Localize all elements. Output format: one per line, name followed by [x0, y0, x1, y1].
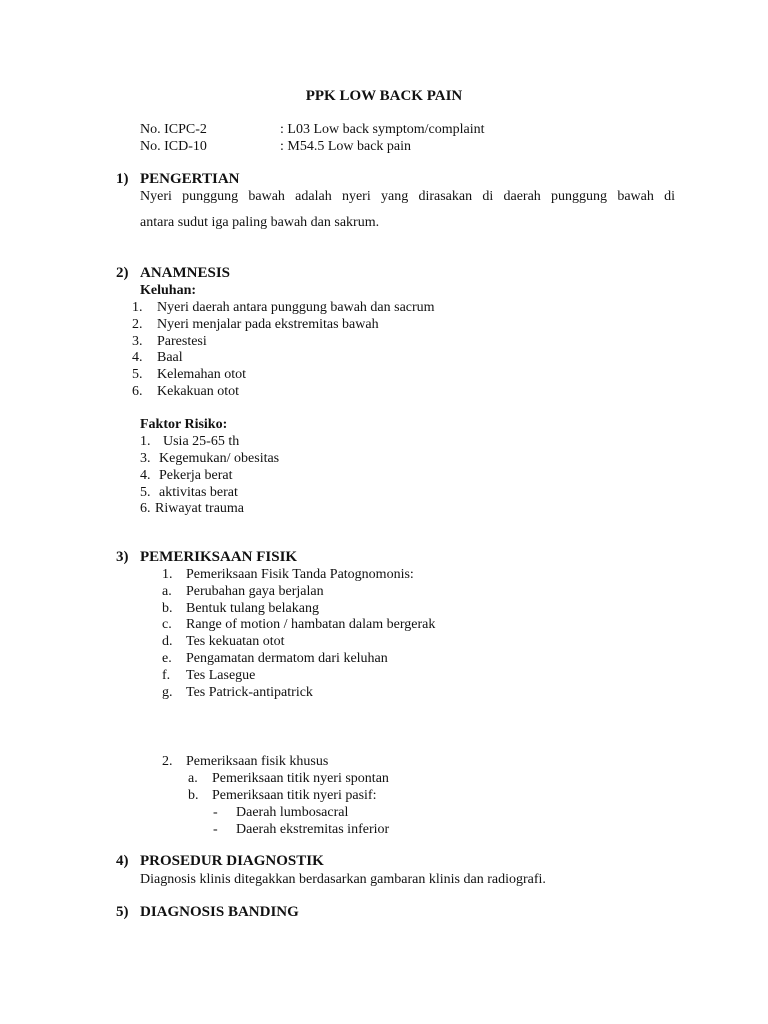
faktor-number: 4. — [140, 468, 151, 483]
faktor-item: Pekerja berat — [159, 468, 233, 483]
pemeriksaan-letter: f. — [162, 668, 171, 683]
pemeriksaan-item: Bentuk tulang belakang — [186, 601, 319, 616]
keluhan-label: Keluhan: — [140, 283, 197, 298]
pemeriksaan-khusus-item: Pemeriksaan titik nyeri spontan — [212, 771, 389, 786]
pemeriksaan-sub-title: Pemeriksaan Fisik Tanda Patognomonis: — [186, 567, 414, 582]
pemeriksaan-item: Tes kekuatan otot — [186, 634, 285, 649]
keluhan-item: Parestesi — [157, 334, 207, 349]
faktor-item: Kegemukan/ obesitas — [159, 451, 280, 466]
faktor-risiko-label: Faktor Risiko: — [140, 417, 228, 432]
pemeriksaan-khusus-letter: b. — [188, 788, 199, 803]
section-3-number: 3) — [116, 549, 129, 565]
section-4-heading: PROSEDUR DIAGNOSTIK — [140, 853, 324, 869]
keluhan-item: Nyeri daerah antara punggung bawah dan sacrum — [157, 300, 435, 315]
dash-bullet: - — [213, 805, 218, 820]
faktor-item: aktivitas berat — [159, 485, 238, 500]
pemeriksaan-sub-number: 2. — [162, 754, 173, 769]
page-title: PPK LOW BACK PAIN — [305, 88, 463, 104]
keluhan-number: 2. — [132, 317, 143, 332]
daerah-item: Daerah ekstremitas inferior — [236, 822, 390, 837]
pemeriksaan-letter: d. — [162, 634, 173, 649]
pemeriksaan-item: Range of motion / hambatan dalam bergerak — [186, 617, 436, 632]
pemeriksaan-letter: e. — [162, 651, 172, 666]
daerah-item: Daerah lumbosacral — [236, 805, 349, 820]
code-label-icpc: No. ICPC-2 — [140, 122, 207, 137]
pemeriksaan-item: Tes Patrick-antipatrick — [186, 685, 313, 700]
section-1-text-line-1: Nyeri punggung bawah adalah nyeri yang dirasakan di daerah punggung bawah di — [140, 189, 675, 204]
faktor-item: Riwayat trauma — [155, 501, 245, 516]
faktor-number: 1. — [140, 434, 151, 449]
keluhan-item: Baal — [157, 350, 183, 365]
pemeriksaan-letter: g. — [162, 685, 173, 700]
section-2-heading: ANAMNESIS — [140, 265, 231, 281]
pemeriksaan-sub-title: Pemeriksaan fisik khusus — [186, 754, 329, 769]
keluhan-item: Nyeri menjalar pada ekstremitas bawah — [157, 317, 379, 332]
pemeriksaan-item: Tes Lasegue — [186, 668, 256, 683]
section-4-text: Diagnosis klinis ditegakkan berdasarkan gambaran klinis dan radiografi. — [140, 872, 546, 887]
faktor-item: Usia 25-65 th — [163, 434, 240, 449]
section-5-number: 5) — [116, 904, 129, 920]
section-4-number: 4) — [116, 853, 129, 869]
keluhan-number: 4. — [132, 350, 143, 365]
pemeriksaan-sub-number: 1. — [162, 567, 173, 582]
faktor-number: 6. — [140, 501, 151, 516]
section-1-number: 1) — [116, 171, 129, 187]
code-value-icd: : M54.5 Low back pain — [280, 139, 412, 154]
pemeriksaan-item: Pengamatan dermatom dari keluhan — [186, 651, 388, 666]
section-1-text-line-2: antara sudut iga paling bawah dan sakrum. — [140, 215, 380, 230]
pemeriksaan-khusus-letter: a. — [188, 771, 198, 786]
section-1-heading: PENGERTIAN — [140, 171, 240, 187]
faktor-number: 5. — [140, 485, 151, 500]
keluhan-item: Kelemahan otot — [157, 367, 247, 382]
keluhan-number: 5. — [132, 367, 143, 382]
keluhan-item: Kekakuan otot — [157, 384, 240, 399]
pemeriksaan-letter: c. — [162, 617, 172, 632]
pemeriksaan-item: Perubahan gaya berjalan — [186, 584, 324, 599]
keluhan-number: 1. — [132, 300, 143, 315]
pemeriksaan-letter: b. — [162, 601, 173, 616]
code-label-icd: No. ICD-10 — [140, 139, 207, 154]
pemeriksaan-khusus-item: Pemeriksaan titik nyeri pasif: — [212, 788, 377, 803]
section-2-number: 2) — [116, 265, 129, 281]
dash-bullet: - — [213, 822, 218, 837]
code-value-icpc: : L03 Low back symptom/complaint — [280, 122, 485, 137]
pemeriksaan-letter: a. — [162, 584, 172, 599]
faktor-number: 3. — [140, 451, 151, 466]
section-5-heading: DIAGNOSIS BANDING — [140, 904, 299, 920]
section-3-heading: PEMERIKSAAN FISIK — [140, 549, 298, 565]
keluhan-number: 6. — [132, 384, 143, 399]
keluhan-number: 3. — [132, 334, 143, 349]
